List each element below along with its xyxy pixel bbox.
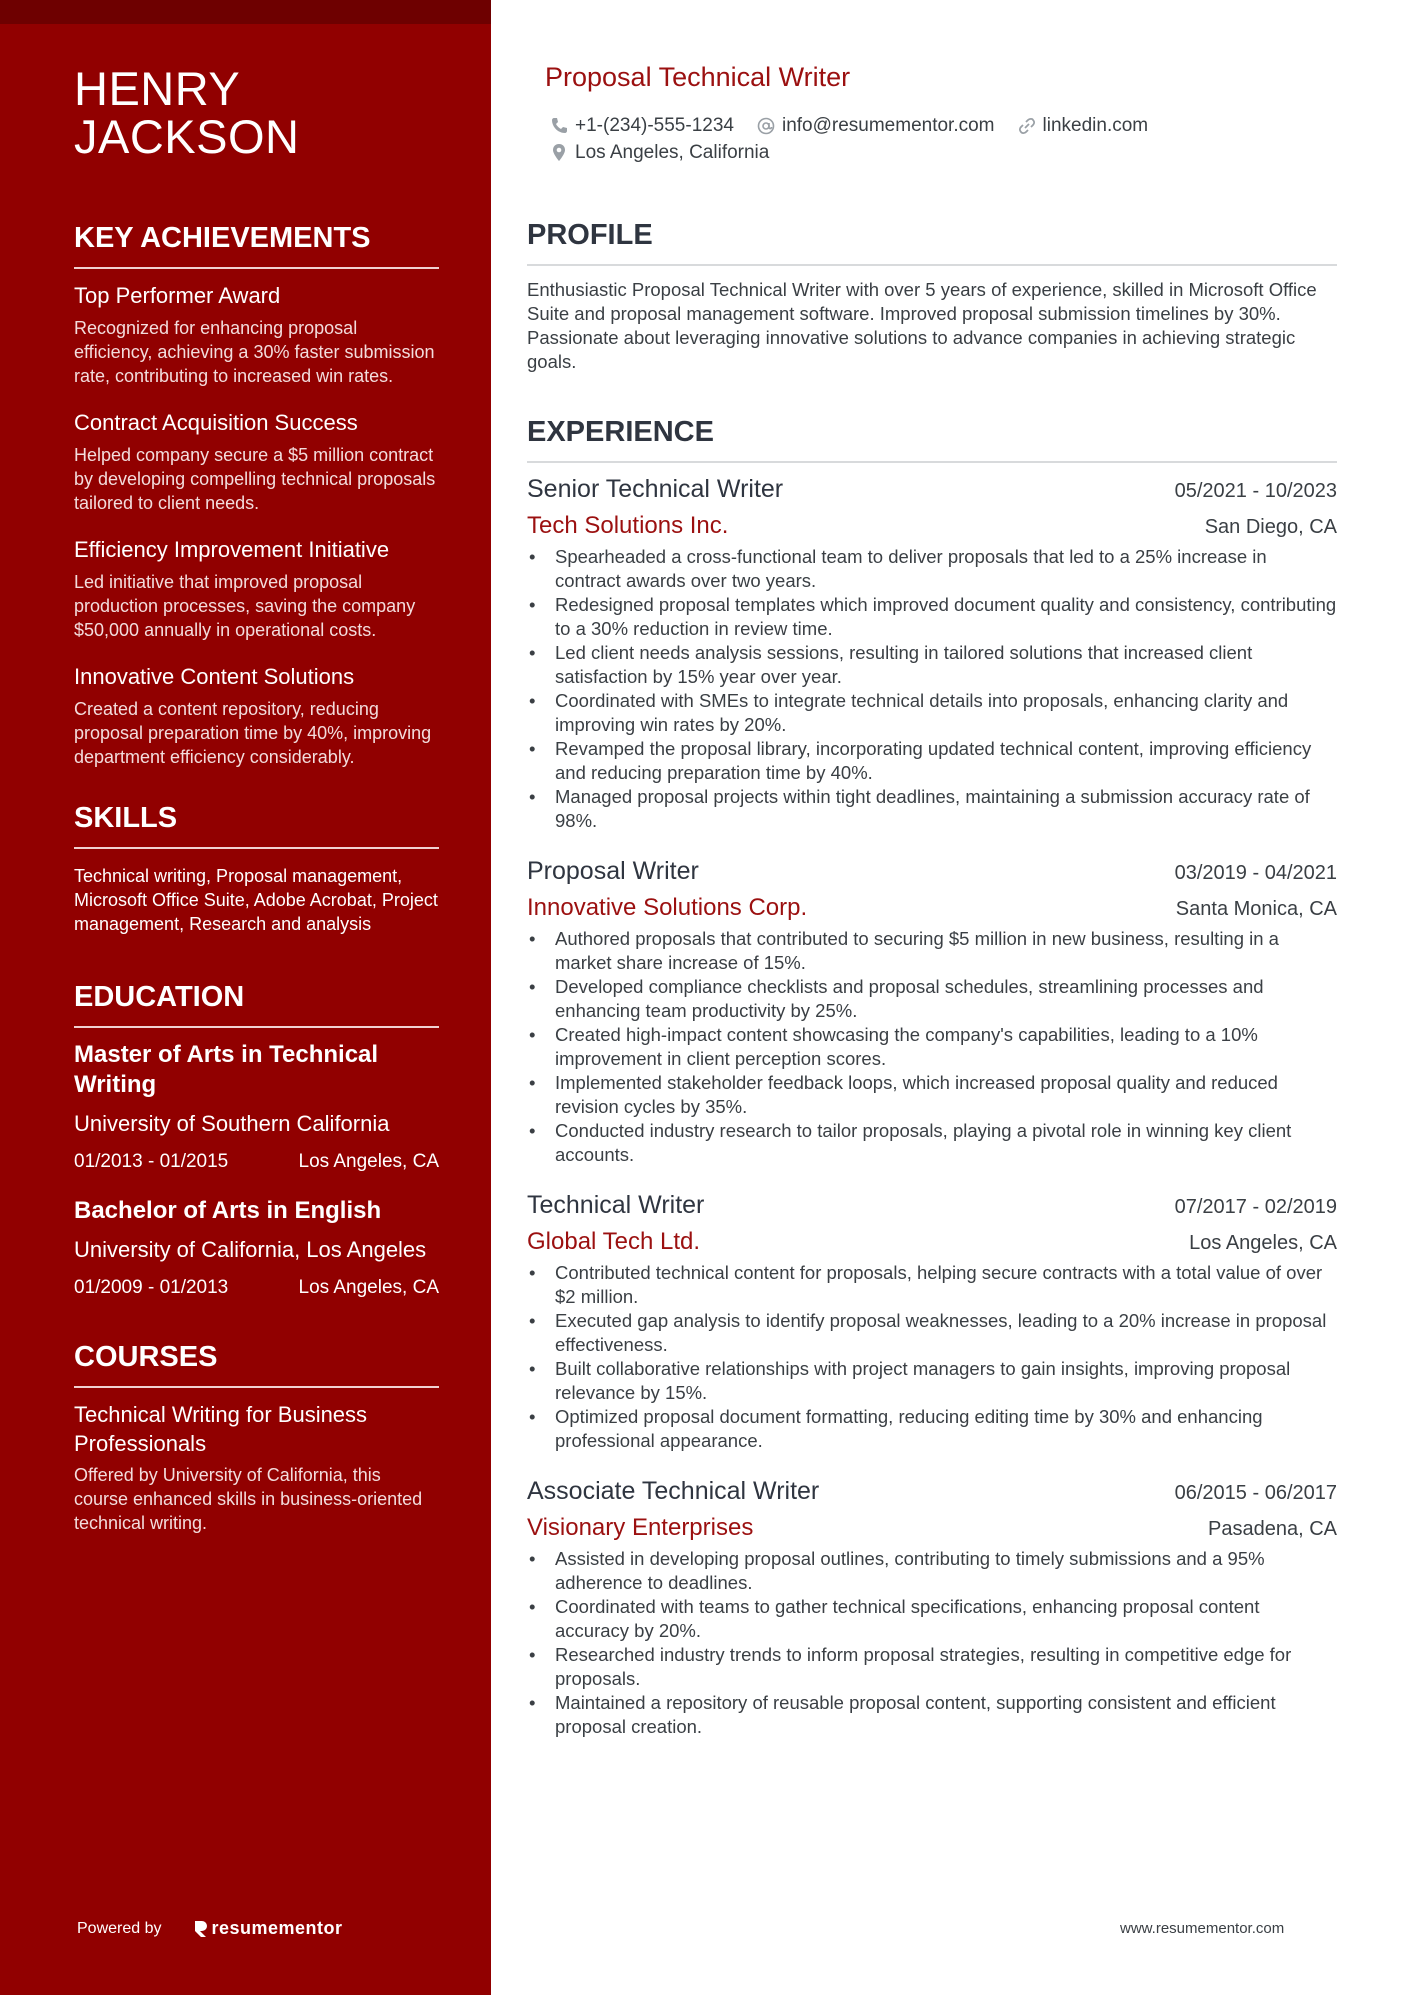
sidebar [0,0,491,1995]
job-role: Senior Technical Writer [527,475,784,503]
sidebar-top-bar [0,0,491,24]
job-bullet: • Maintained a repository of reusable proposal content, supporting consistent and efficient proposal creation. [527,1691,1337,1739]
job-dates: 03/2019 - 04/2021 [1174,862,1337,884]
job-bullet: • Optimized proposal document formatting, reducing editing time by 30% and enhancing professional appearance. [527,1405,1337,1453]
job-bullet: • Spearheaded a cross-functional team to deliver proposals that led to a 25% increase in contract awards over two years. [527,545,1337,593]
job-role: Associate Technical Writer [527,1477,820,1505]
job-bullet: • Assisted in developing proposal outlines, contributing to timely submissions and a 95% adherence to deadlines. [527,1547,1337,1595]
achievement-title: Innovative Content Solutions [74,664,355,689]
job-bullet: • Redesigned proposal templates which improved document quality and consistency, contributing to a 30% reduction in review time. [527,593,1337,641]
achievement-item [74,535,439,642]
education-meta [74,1276,439,1300]
job-bullet: • Revamped the proposal library, incorporating updated technical content, improving efficiency and reducing preparation time by 40%. [527,737,1337,785]
profile-section [527,218,1337,374]
education-meta [74,1150,439,1174]
education-degree: Master of Arts in Technical Writing [74,1041,379,1098]
course-title: Technical Writing for Business Professionals [74,1402,368,1456]
job-bullet: • Built collaborative relationships with project managers to gain insights, improving proposal relevance by 15%. [527,1357,1337,1405]
experience-section [527,415,1337,1739]
job-bullet: • Led client needs analysis sessions, resulting in tailored solutions that increased client satisfaction by 15% year over year. [527,641,1337,689]
job-bullet: • Authored proposals that contributed to securing $5 million in new business, resulting in a market share increase of 15%. [527,927,1337,975]
contact-phone[interactable] [549,112,734,139]
key-achievements-section [74,221,439,769]
course-item [74,1400,439,1535]
education-dates: 01/2013 - 01/2015 [74,1151,229,1172]
job-bullet: • Coordinated with teams to gather technical specifications, enhancing proposal content accuracy by 20%. [527,1595,1337,1643]
achievement-item [74,281,439,388]
job-bullet: • Contributed technical content for proposals, helping secure contracts with a total value of over $2 million. [527,1261,1337,1309]
skills-text: Technical writing, Proposal management, Microsoft Office Suite, Adobe Acrobat, Project management, Research and analysis [74,866,438,934]
job-location: Los Angeles, CA [1189,1232,1337,1254]
powered-by [77,1918,343,1939]
at-icon [756,116,776,136]
phone-text: +1-(234)-555-1234 [575,115,734,136]
experience-heading: EXPERIENCE [527,415,1337,463]
job-bullets [527,927,1337,1167]
education-item [74,1040,439,1174]
name-first: HENRY [74,62,241,115]
job-entry [527,1475,1337,1739]
job-role: Technical Writer [527,1191,705,1219]
contact-info [549,112,1309,166]
education-degree: Bachelor of Arts in English [74,1197,382,1224]
job-title: Proposal Technical Writer [545,62,851,92]
phone-icon [549,116,569,136]
job-bullet: • Researched industry trends to inform proposal strategies, resulting in competitive edge for proposals. [527,1643,1337,1691]
linkedin-text: linkedin.com [1042,115,1149,136]
education-location: Los Angeles, CA [298,1151,439,1172]
job-dates: 07/2017 - 02/2019 [1174,1196,1337,1218]
location-text: Los Angeles, California [575,142,770,163]
education-school: University of California, Los Angeles [74,1237,427,1262]
achievement-desc: Helped company secure a $5 million contract by developing compelling technical proposals tailored to client needs. [74,445,436,513]
job-role: Proposal Writer [527,857,699,885]
job-company: Visionary Enterprises [527,1514,754,1541]
candidate-name [74,62,439,163]
job-company: Global Tech Ltd. [527,1228,701,1255]
job-bullet: • Implemented stakeholder feedback loops, which increased proposal quality and reduced revision cycles by 35%. [527,1071,1337,1119]
job-bullet: • Developed compliance checklists and proposal schedules, streamlining processes and enhancing team productivity by 25%. [527,975,1337,1023]
link-icon [1017,116,1037,136]
achievement-desc: Led initiative that improved proposal production processes, saving the company $50,000 annually in operational costs. [74,572,416,640]
job-dates: 05/2021 - 10/2023 [1174,480,1337,502]
job-entry [527,1189,1337,1453]
achievement-item [74,408,439,515]
education-school: University of Southern California [74,1111,390,1136]
job-bullets [527,1547,1337,1739]
brand-name: resumementor [211,1918,343,1938]
skills-heading: SKILLS [74,801,439,849]
job-location: Pasadena, CA [1208,1518,1337,1540]
resumementor-logo[interactable] [194,1918,343,1939]
skills-section [74,801,439,936]
job-company: Tech Solutions Inc. [527,512,729,539]
footer-url[interactable]: www.resumementor.com [1120,1920,1285,1937]
profile-text: Enthusiastic Proposal Technical Writer with over 5 years of experience, skilled in Microsoft Office Suite and proposal management software. Improved proposal submission timelines by 30%. Passionate about leveraging innovative solutions to advance companies in achieving strategic goals. [527,279,1317,372]
achievement-title: Contract Acquisition Success [74,410,358,435]
courses-heading: COURSES [74,1340,439,1388]
education-heading: EDUCATION [74,980,439,1028]
profile-heading: PROFILE [527,218,1337,266]
job-entry [527,473,1337,833]
job-bullet: • Executed gap analysis to identify proposal weaknesses, leading to a 20% increase in proposal effectiveness. [527,1309,1337,1357]
education-section [74,980,439,1300]
achievement-desc: Recognized for enhancing proposal efficiency, achieving a 30% faster submission rate, contributing to increased win rates. [74,318,435,386]
course-desc: Offered by University of California, this course enhanced skills in business-oriented technical writing. [74,1465,423,1533]
job-dates: 06/2015 - 06/2017 [1174,1482,1337,1504]
job-location: San Diego, CA [1204,516,1337,538]
job-bullet: • Created high-impact content showcasing the company's capabilities, leading to a 10% improvement in client perception scores. [527,1023,1337,1071]
job-bullet: • Managed proposal projects within tight deadlines, maintaining a submission accuracy rate of 98%. [527,785,1337,833]
resumementor-logo-icon [194,1920,208,1938]
education-dates: 01/2009 - 01/2013 [74,1277,229,1298]
education-location: Los Angeles, CA [298,1277,439,1298]
achievement-item [74,662,439,769]
courses-section [74,1340,439,1535]
key-achievements-heading: KEY ACHIEVEMENTS [74,221,439,269]
job-location: Santa Monica, CA [1175,898,1337,920]
achievement-title: Efficiency Improvement Initiative [74,537,390,562]
job-bullet: • Coordinated with SMEs to integrate technical details into proposals, enhancing clarity and improving win rates by 20%. [527,689,1337,737]
contact-linkedin[interactable] [1017,112,1149,139]
location-pin-icon [549,143,569,163]
job-entry [527,855,1337,1167]
contact-email[interactable] [756,112,995,139]
name-last: JACKSON [74,110,300,163]
job-bullets [527,545,1337,833]
job-bullets [527,1261,1337,1453]
job-company: Innovative Solutions Corp. [527,894,808,921]
achievement-desc: Created a content repository, reducing proposal preparation time by 40%, improving department efficiency considerably. [74,699,432,767]
education-item [74,1196,439,1300]
powered-by-label: Powered by [77,1919,162,1937]
achievement-title: Top Performer Award [74,283,281,308]
job-bullet: • Conducted industry research to tailor proposals, playing a pivotal role in winning key client accounts. [527,1119,1337,1167]
email-text: info@resumementor.com [781,115,995,136]
contact-location [549,139,769,166]
